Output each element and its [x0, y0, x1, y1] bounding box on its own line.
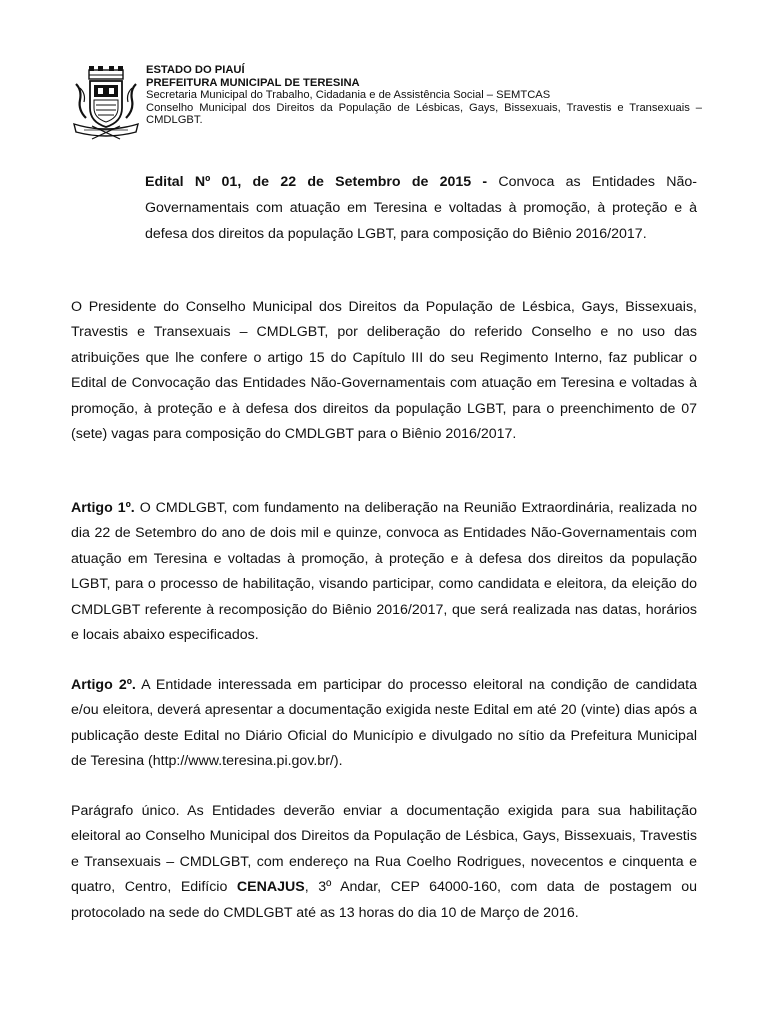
artigo-1-label: Artigo 1º.	[71, 500, 135, 516]
document-header	[72, 64, 702, 144]
header-secretariat: Secretaria Municipal do Trabalho, Cidadania e de Assistência Social – SEMTCAS	[146, 89, 551, 102]
preamble-paragraph: O Presidente do Conselho Municipal dos Direitos da População de Lésbica, Gays, Bissexuais, Travestis e Transexuais – CMDLGBT, por deliberação do referido Conselho e no uso das atribuições que lhe confere o artigo 15 do Capítulo III do seu Regimento Interno, faz publicar o Edital de Convocação das Entidades Não-Governamentais com atuação em Teresina e voltadas à promoção, à proteção e à defesa dos direitos da população LGBT, para o preenchimento de 07 (sete) vagas para composição do CMDLGBT para o Biênio 2016/2017.	[71, 299, 697, 443]
artigo-2-text: A Entidade interessada em participar do processo eleitoral na condição de candidata e/ou eleitora, deverá apresentar a documentação exigida neste Edital em até 20 (vinte) dias após a publicação deste Edital no Diário Oficial do Município e divulgado no sítio da Prefeitura Municipal de Teresina (http://www.teresina.pi.gov.br/).	[71, 677, 697, 770]
edital-text: Convoca as Entidades Não-Governamentais com atuação em Teresina e voltadas à promoção, à proteção e à defesa dos direitos da população LGBT, para composição do Biênio 2016/2017.	[145, 174, 697, 242]
paragrafo-text-before: Parágrafo único. As Entidades deverão enviar a documentação exigida para sua habilitação eleitoral ao Conselho Municipal dos Direitos da População de Lésbica, Gays, Bissexuais, Travestis e Transexuais – CMDLGBT, com endereço na Rua Coelho Rodrigues, novecentos e cinquenta e quatro, Centro, Edifício	[71, 803, 697, 896]
header-prefecture: PREFEITURA MUNICIPAL DE TERESINA	[146, 76, 360, 89]
edital-summary	[145, 169, 697, 247]
header-council: Conselho Municipal dos Direitos da População de Lésbicas, Gays, Bissexuais, Travestis e Transexuais – CMDLGBT.	[146, 101, 702, 127]
header-text-block	[146, 64, 702, 127]
artigo-2-label: Artigo 2º.	[71, 677, 136, 693]
artigo-2-paragraph	[71, 673, 697, 775]
paragrafo-unico-paragraph	[71, 799, 697, 926]
paragrafo-text-after: , 3º Andar, CEP 64000-160, com data de postagem ou protocolado na sede do CMDLGBT até as 13 horas do dia 10 de Março de 2016.	[71, 879, 697, 921]
header-state: ESTADO DO PIAUÍ	[146, 64, 245, 76]
paragrafo-bold-building: CENAJUS	[236, 879, 305, 896]
artigo-1-paragraph	[71, 496, 697, 648]
edital-title: Edital Nº 01, de 22 de Setembro de 2015 -	[145, 174, 488, 190]
teresina-coat-of-arms-icon	[72, 66, 140, 140]
artigo-1-text: O CMDLGBT, com fundamento na deliberação na Reunião Extraordinária, realizada no dia 22 de Setembro do ano de dois mil e quinze, convoca as Entidades Não-Governamentais com atuação em Teresina e voltadas à promoção, à proteção e à defesa dos direitos da população LGBT, para o processo de habilitação, visando participar, como candidata e eleitora, da eleição do CMDLGBT referente à recomposição do Biênio 2016/2017, que será realizada nas datas, horários e locais abaixo especificados.	[71, 500, 697, 644]
